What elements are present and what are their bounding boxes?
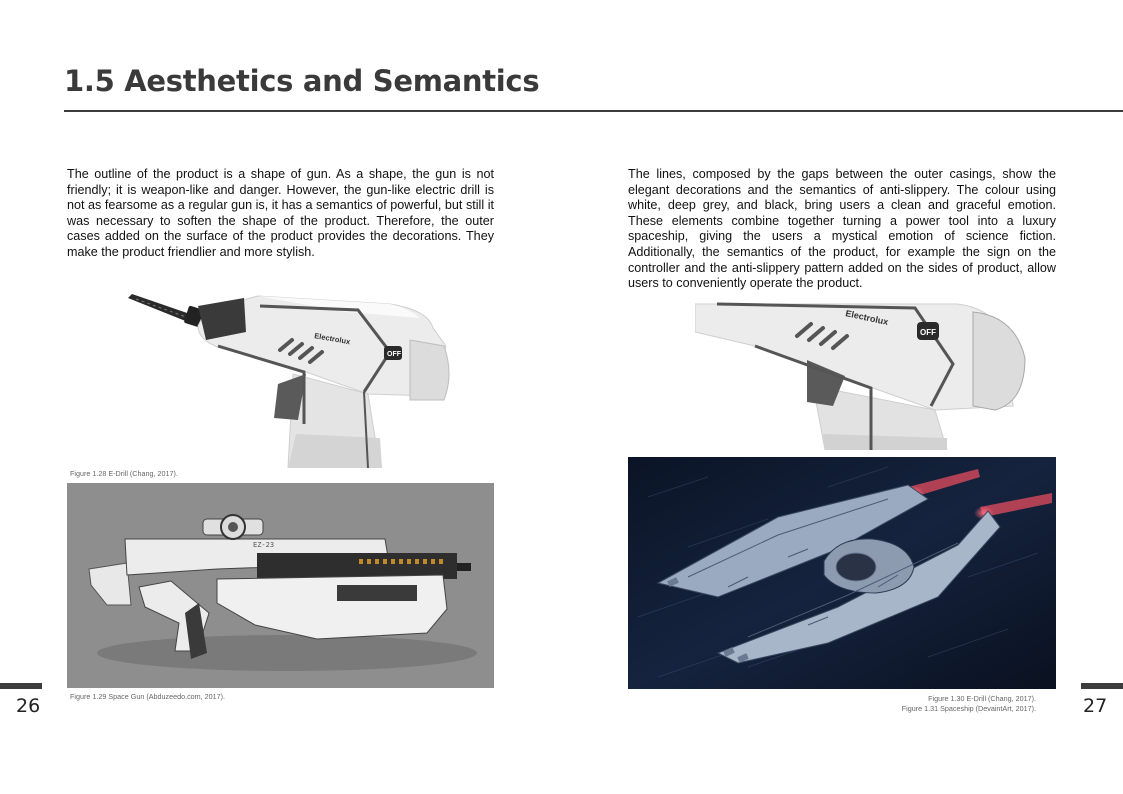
title-rule [64, 110, 1123, 112]
figure-caption-1-29: Figure 1.29 Space Gun (Abduzeedo.com, 2017). [70, 692, 226, 701]
page-title: 1.5 Aesthetics and Semantics [64, 64, 540, 98]
left-paragraph: The outline of the product is a shape of gun. As a shape, the gun is not friendly; it is weapon-like and danger. However, the gun-like electric drill is not as fearsome as a regular gun is, it has a semantics of powerful, but still it was necessary to soften the shape of the product. Therefore, the outer cases added on the surface of the product provides the decorations. They make the product friendlier and more stylish. [67, 167, 494, 259]
e-drill-image-left [128, 288, 468, 468]
drill-off-switch-label-closeup: OFF [920, 328, 936, 337]
drill-off-switch-label: OFF [387, 351, 401, 358]
drill-brand-logo: Electrolux [313, 331, 351, 347]
right-paragraph: The lines, composed by the gaps between the outer casings, show the elegant decorations and the semantics of anti-slippery. The colour using white, deep grey, and black, bring users a clean and graceful emotion. These elements combine together turning a power tool into a luxury spaceship, giving the users a mystical emotion of science fiction. Additionally, the semantics of the product, for example the sign on the controller and the anti-slippery pattern added on the sides of product, allow users to conveniently operate the product. [628, 167, 1056, 291]
space-gun-image [67, 483, 494, 688]
page-number-bar-right [1081, 683, 1123, 689]
e-drill-image-right [695, 302, 1030, 450]
page-number-bar-left [0, 683, 42, 689]
drill-brand-logo-closeup: Electrolux [844, 308, 890, 328]
spaceship-image [628, 457, 1056, 689]
figure-caption-1-31: Figure 1.31 Spaceship (DevaintArt, 2017). [901, 704, 1036, 713]
page-number-right: 27 [1083, 695, 1108, 717]
figure-caption-1-30: Figure 1.30 E-Drill (Chang, 2017). [928, 694, 1036, 703]
figure-caption-1-28: Figure 1.28 E-Drill (Chang, 2017). [70, 469, 178, 478]
gun-marking: EZ-23 [253, 541, 275, 549]
page-number-left: 26 [16, 695, 41, 717]
